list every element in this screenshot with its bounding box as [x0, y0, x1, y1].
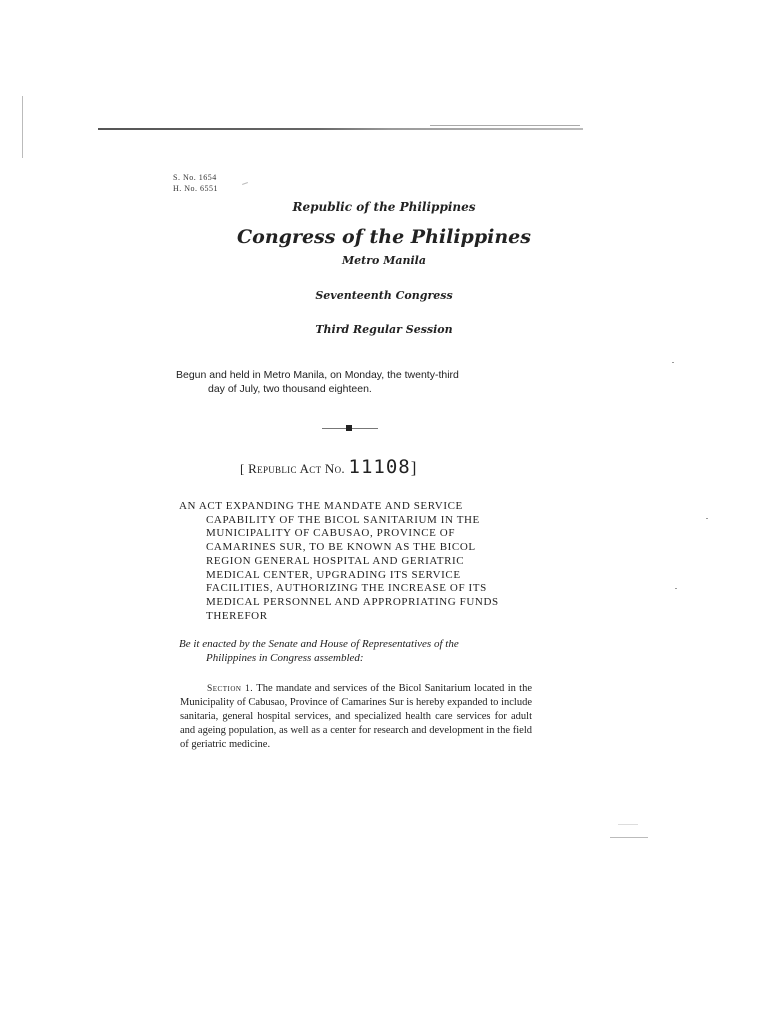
section-1-label: Section 1. [207, 684, 254, 694]
ornament-diamond [346, 425, 352, 431]
act-title [179, 500, 529, 623]
header-rule-faint [430, 125, 580, 126]
act-prefix: [ Republic Act No. [240, 461, 345, 476]
congress-heading: Congress of the Philippines [237, 226, 531, 248]
republic-heading: Republic of the Philippines [292, 200, 476, 214]
begun-line-2: day of July, two thousand eighteen. [208, 383, 372, 395]
scan-mark [610, 837, 648, 838]
header-rule [98, 128, 583, 130]
session-heading: Third Regular Session [315, 323, 453, 336]
scan-speck [672, 362, 674, 363]
act-number: 11108 [348, 456, 411, 478]
enacting-line-1: Be it enacted by the Senate and House of Representatives of the [179, 638, 459, 650]
republic-act-number [240, 456, 417, 478]
title-line: CAPABILITY OF THE BICOL SANITARIUM IN THE [206, 513, 480, 526]
bill-numbers [173, 172, 218, 194]
title-line: CAMARINES SUR, TO BE KNOWN AS THE BICOL [206, 541, 476, 554]
enacting-line-2: Philippines in Congress assembled: [206, 651, 364, 664]
scan-speck [706, 518, 708, 519]
title-line: REGION GENERAL HOSPITAL AND GERIATRIC [206, 554, 465, 567]
title-line: MEDICAL PERSONNEL AND APPROPRIATING FUNDS [206, 595, 499, 608]
title-line: MEDICAL CENTER, UPGRADING ITS SERVICE [206, 568, 461, 581]
act-suffix: ] [410, 458, 417, 477]
title-line: THEREFOR [206, 609, 268, 622]
congress-number-heading: Seventeenth Congress [315, 289, 453, 302]
senate-bill-number: S. No. 1654 [173, 173, 217, 182]
house-bill-number: H. No. 6551 [173, 184, 219, 193]
location-heading: Metro Manila [341, 254, 426, 267]
title-line: AN ACT EXPANDING THE MANDATE AND SERVICE [179, 500, 463, 512]
title-line: FACILITIES, AUTHORIZING THE INCREASE OF ITS [206, 582, 487, 595]
section-1 [180, 682, 532, 752]
scan-edge-mark [22, 96, 23, 158]
scan-speck [675, 588, 677, 589]
enacting-clause [179, 638, 531, 665]
section-1-text: The mandate and services of the Bicol Sanitarium located in the Municipality of Cabusao, Province of Camarines Sur is hereby expanded to include sanitaria, general hospital services, and specialized health care services for adult and ageing population, as well as a center for research and development in the field of geriatric medicine. [180, 683, 533, 750]
title-line: MUNICIPALITY OF CABUSAO, PROVINCE OF [206, 527, 456, 540]
pen-mark [242, 182, 248, 185]
begun-statement [176, 368, 536, 396]
scan-mark [618, 824, 638, 825]
begun-line-1: Begun and held in Metro Manila, on Monday, the twenty-third [176, 369, 459, 381]
